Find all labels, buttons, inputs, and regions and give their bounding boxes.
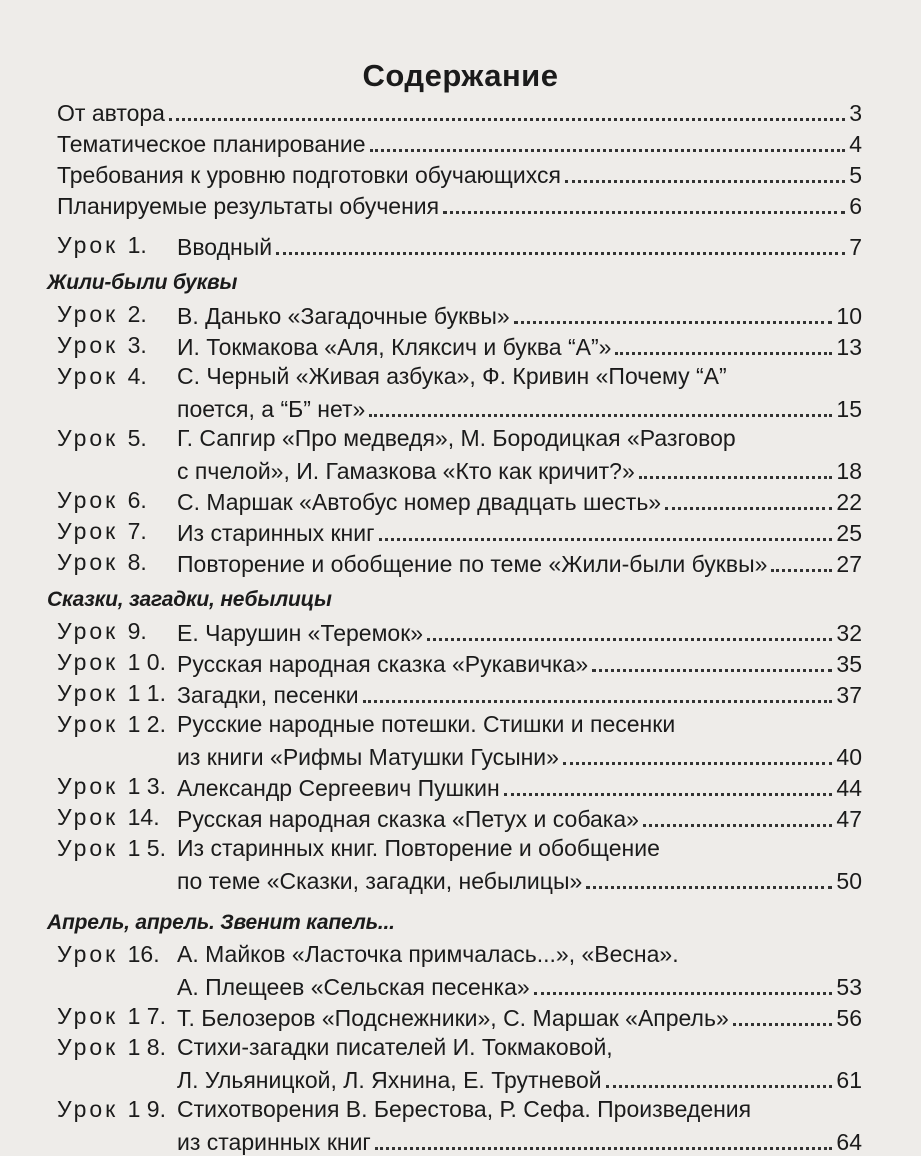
lesson-label: Урок 14. — [57, 804, 160, 830]
dot-leader — [363, 700, 833, 703]
page-number: 37 — [836, 682, 862, 708]
toc-row — [177, 1125, 862, 1156]
dot-leader — [643, 824, 832, 827]
toc-row — [177, 230, 862, 261]
toc-entry-text: Александр Сергеевич Пушкин — [177, 775, 500, 801]
toc-entry-line: Из старинных книг. Повторение и обобщение — [177, 835, 660, 861]
toc-entry-text: Повторение и обобщение по теме «Жили-были буквы» — [177, 551, 768, 577]
dot-leader — [615, 352, 832, 355]
lesson-label: Урок 9. — [57, 618, 147, 644]
page-number: 35 — [836, 651, 862, 677]
toc-row — [177, 392, 862, 423]
toc-entry-text: Т. Белозеров «Подснежники», С. Маршак «Апрель» — [177, 1005, 729, 1031]
front-matter — [57, 96, 862, 220]
toc-entry-line: Г. Сапгир «Про медведя», М. Бородицкая «Разговор — [177, 425, 736, 451]
dot-leader — [379, 538, 833, 541]
page-number: 50 — [836, 868, 862, 894]
toc-entry-text: Из старинных книг — [177, 520, 375, 546]
toc-row — [177, 970, 862, 1001]
toc-lesson — [57, 833, 862, 895]
toc-row — [57, 189, 862, 220]
page-number: 53 — [836, 974, 862, 1000]
dot-leader — [504, 793, 833, 796]
toc-entry-text: И. Токмакова «Аля, Кляксич и буква “А”» — [177, 334, 612, 360]
toc-lesson — [57, 616, 862, 647]
toc-lesson — [57, 1032, 862, 1094]
page-number: 5 — [849, 162, 862, 188]
toc-entry-text: С. Маршак «Автобус номер двадцать шесть» — [177, 489, 662, 515]
toc-lesson — [57, 678, 862, 709]
toc-row — [177, 864, 862, 895]
dot-leader — [563, 762, 832, 765]
toc-entry-line: Русские народные потешки. Стишки и песенки — [177, 711, 676, 737]
toc-entry-line: Стихотворения В. Берестова, Р. Сефа. Произведения — [177, 1096, 752, 1122]
toc-lesson — [57, 485, 862, 516]
page-number: 6 — [849, 193, 862, 219]
toc-row — [177, 547, 862, 578]
toc-entry-text: А. Плещеев «Сельская песенка» — [177, 974, 530, 1000]
toc-row — [57, 96, 862, 127]
dot-leader — [276, 252, 845, 255]
toc-row — [177, 454, 862, 485]
toc-row — [177, 802, 862, 833]
toc-entry-line: Стихи-загадки писателей И. Токмаковой, — [177, 1034, 613, 1060]
dot-leader — [375, 1147, 833, 1150]
page-number: 32 — [836, 620, 862, 646]
toc-entry-text: Требования к уровню подготовки обучающихся — [57, 162, 561, 188]
toc-row — [177, 647, 862, 678]
section-heading: Сказки, загадки, небылицы — [47, 588, 332, 611]
dot-leader — [370, 149, 846, 152]
dot-leader — [534, 992, 833, 995]
page-number: 40 — [836, 744, 862, 770]
lesson-label: Урок 4. — [57, 363, 147, 389]
page-number: 3 — [849, 100, 862, 126]
lesson-label: Урок 1 0. — [57, 649, 166, 675]
toc-row — [177, 771, 862, 802]
page-number: 18 — [836, 458, 862, 484]
lesson-label: Урок 1 8. — [57, 1034, 166, 1060]
lesson-label: Урок 8. — [57, 549, 147, 575]
lesson-label: Урок 5. — [57, 425, 147, 451]
lesson-label: Урок 7. — [57, 518, 147, 544]
dot-leader — [665, 507, 832, 510]
toc-entry-text: из старинных книг — [177, 1129, 371, 1155]
toc-lesson — [57, 939, 862, 1001]
page-number: 15 — [836, 396, 862, 422]
toc-row — [177, 1001, 862, 1032]
page-number: 44 — [836, 775, 862, 801]
lesson-label: Урок 1. — [57, 232, 147, 258]
toc-row — [177, 330, 862, 361]
toc-lesson — [57, 230, 862, 261]
page-number: 4 — [849, 131, 862, 157]
toc-entry-text: От автора — [57, 100, 165, 126]
toc-lesson — [57, 299, 862, 330]
page-number: 13 — [836, 334, 862, 360]
page-number: 61 — [836, 1067, 862, 1093]
toc-lesson — [57, 547, 862, 578]
dot-leader — [733, 1023, 833, 1026]
toc-row — [177, 678, 862, 709]
toc-lesson — [57, 516, 862, 547]
table-of-contents — [47, 96, 862, 1156]
toc-entry-text: Планируемые результаты обучения — [57, 193, 440, 219]
dot-leader — [427, 638, 832, 641]
dot-leader — [606, 1085, 833, 1088]
toc-entry-line: С. Черный «Живая азбука», Ф. Кривин «Почему “А” — [177, 363, 727, 389]
toc-row — [177, 516, 862, 547]
section-heading: Апрель, апрель. Звенит капель... — [47, 911, 395, 934]
toc-lesson — [57, 1001, 862, 1032]
toc-entry-text: из книги «Рифмы Матушки Гусыни» — [177, 744, 559, 770]
toc-entry-text: с пчелой», И. Гамазкова «Кто как кричит?» — [177, 458, 635, 484]
lesson-label: Урок 2. — [57, 301, 147, 327]
toc-row — [177, 616, 862, 647]
toc-entry-text: В. Данько «Загадочные буквы» — [177, 303, 510, 329]
dot-leader — [443, 211, 845, 214]
page-number: 27 — [836, 551, 862, 577]
toc-lesson — [57, 330, 862, 361]
dot-leader — [639, 476, 833, 479]
toc-entry-text: Русская народная сказка «Рукавичка» — [177, 651, 589, 677]
lesson-label: Урок 1 7. — [57, 1003, 166, 1029]
lesson-label: Урок 6. — [57, 487, 147, 513]
toc-row — [177, 299, 862, 330]
toc-row — [57, 158, 862, 189]
toc-entry-text: поется, а “Б” нет» — [177, 396, 366, 422]
toc-lesson — [57, 647, 862, 678]
page-title: Содержание — [362, 58, 559, 93]
page-number: 22 — [836, 489, 862, 515]
page-number: 10 — [836, 303, 862, 329]
toc-row — [177, 740, 862, 771]
toc-lesson — [57, 709, 862, 771]
toc-entry-line: А. Майков «Ласточка примчалась...», «Весна». — [177, 941, 679, 967]
page-number: 56 — [836, 1005, 862, 1031]
dot-leader — [369, 414, 832, 417]
toc-entry-text: Вводный — [177, 234, 273, 260]
page-number: 47 — [836, 806, 862, 832]
toc-lesson — [57, 1094, 862, 1156]
lesson-label: Урок 16. — [57, 941, 160, 967]
toc-entry-text: Русская народная сказка «Петух и собака» — [177, 806, 639, 832]
lesson-label: Урок 1 2. — [57, 711, 166, 737]
toc-row — [177, 485, 862, 516]
lesson-label: Урок 3. — [57, 332, 147, 358]
page-number: 7 — [849, 234, 862, 260]
dot-leader — [169, 118, 845, 121]
dot-leader — [586, 886, 832, 889]
lesson-label: Урок 1 9. — [57, 1096, 166, 1122]
lesson-label: Урок 1 5. — [57, 835, 166, 861]
lesson-label: Урок 1 1. — [57, 680, 166, 706]
toc-lesson — [57, 802, 862, 833]
toc-entry-text: Тематическое планирование — [57, 131, 366, 157]
dot-leader — [592, 669, 832, 672]
toc-lesson — [57, 771, 862, 802]
toc-row — [57, 127, 862, 158]
dot-leader — [565, 180, 845, 183]
dot-leader — [514, 321, 833, 324]
section-heading: Жили-были буквы — [47, 271, 238, 294]
page-number: 64 — [836, 1129, 862, 1155]
toc-entry-text: Е. Чарушин «Теремок» — [177, 620, 424, 646]
toc-lesson — [57, 423, 862, 485]
toc-entry-text: Л. Ульяницкой, Л. Яхнина, Е. Трутневой — [177, 1067, 602, 1093]
page-number: 25 — [836, 520, 862, 546]
toc-entry-text: по теме «Сказки, загадки, небылицы» — [177, 868, 583, 894]
dot-leader — [771, 569, 832, 572]
toc-entry-text: Загадки, песенки — [177, 682, 359, 708]
lesson-label: Урок 1 3. — [57, 773, 166, 799]
toc-lesson — [57, 361, 862, 423]
toc-row — [177, 1063, 862, 1094]
